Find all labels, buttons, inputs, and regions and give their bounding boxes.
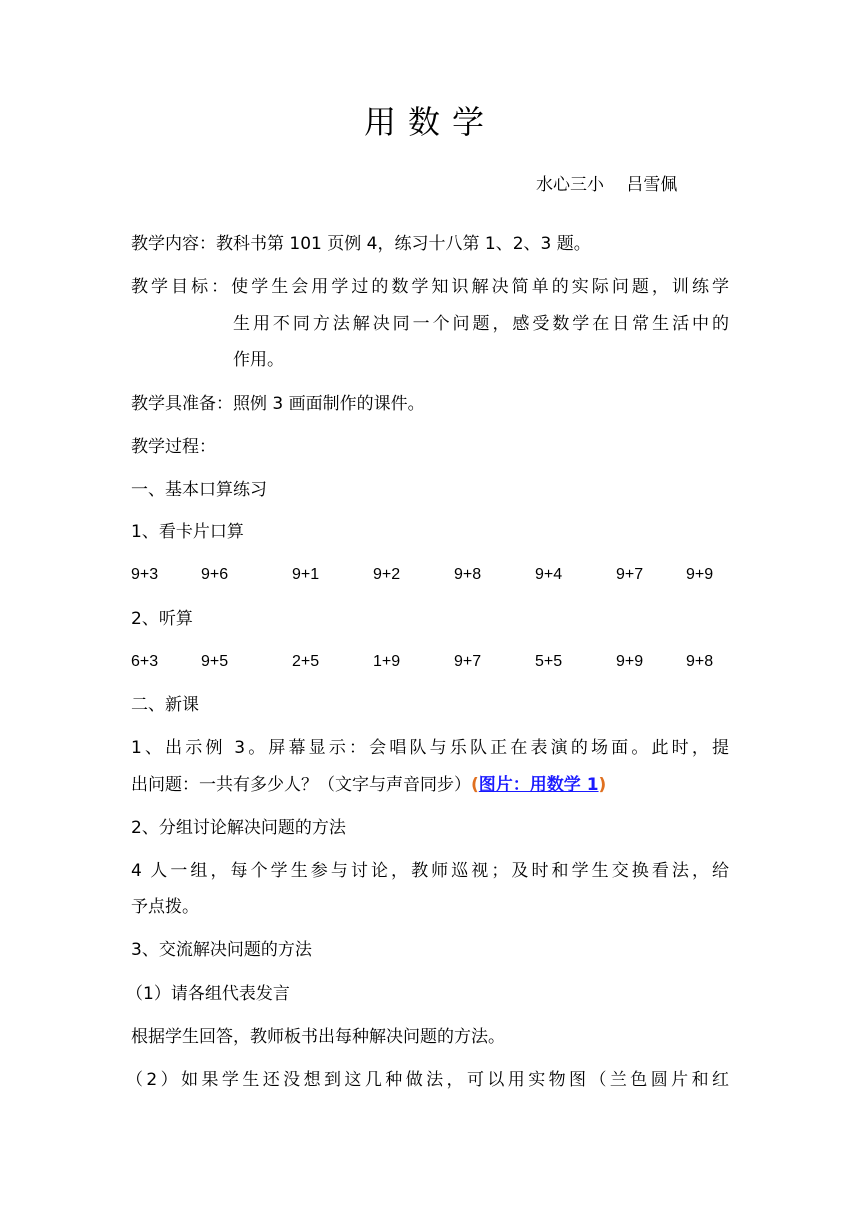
calc-item: 2+5 [292, 653, 320, 670]
author-line: 水心三小 吕雪佩 [536, 175, 678, 195]
tools-line: 教学具准备：照例 3 画面制作的课件。 [131, 394, 425, 414]
new2-line: 2、分组讨论解决问题的方法 [131, 818, 346, 838]
calc-item: 9+9 [686, 566, 714, 583]
new3-line: 3、交流解决问题的方法 [131, 940, 312, 960]
item1-heading: 1、看卡片口算 [131, 522, 244, 542]
calc-row-1 [0, 562, 860, 588]
calc-item: 6+3 [131, 653, 159, 670]
calc-item: 9+3 [131, 566, 159, 583]
calc-item: 9+8 [454, 566, 482, 583]
new1-line-1: 1、出示例 3。屏幕显示：会唱队与乐队正在表演的场面。此时，提 [131, 738, 729, 758]
goal-line-1: 教学目标：使学生会用学过的数学知识解决简单的实际问题，训练学 [131, 277, 729, 297]
calc-item: 9+7 [616, 566, 644, 583]
sub2-line: （2）如果学生还没想到这几种做法，可以用实物图（兰色圆片和红 [126, 1070, 729, 1090]
calc-item: 5+5 [535, 653, 563, 670]
new1-line-2-text: 出问题：一共有多少人？（文字与声音同步） [131, 775, 471, 795]
calc-item: 9+2 [373, 566, 401, 583]
sub1-line: （1）请各组代表发言 [126, 984, 290, 1004]
goal-line-3: 作用。 [233, 350, 284, 370]
calc-item: 9+6 [201, 566, 229, 583]
new1-line-2 [131, 772, 606, 798]
link-close-paren: ) [598, 775, 607, 795]
goal-line-2: 生用不同方法解决同一个问题，感受数学在日常生活中的 [233, 314, 729, 334]
calc-item: 9+5 [201, 653, 229, 670]
calc-item: 9+1 [292, 566, 320, 583]
calc-item: 9+7 [454, 653, 482, 670]
page-title: 用数学 [363, 103, 496, 141]
new2-detail-1: 4 人一组，每个学生参与讨论，教师巡视；及时和学生交换看法，给 [131, 861, 729, 881]
calc-item: 9+8 [686, 653, 714, 670]
section1-heading: 一、基本口算练习 [131, 480, 267, 500]
sub1-detail: 根据学生回答，教师板书出每种解决问题的方法。 [131, 1027, 505, 1047]
calc-item: 9+9 [616, 653, 644, 670]
calc-row-2 [0, 649, 860, 675]
link-open-paren: ( [471, 775, 479, 795]
calc-item: 1+9 [373, 653, 401, 670]
section2-heading: 二、新课 [131, 695, 199, 715]
new2-detail-2: 予点拨。 [131, 897, 199, 917]
image-link[interactable]: 图片：用数学 1 [478, 775, 599, 795]
process-heading: 教学过程： [131, 437, 216, 457]
item2-heading: 2、听算 [131, 609, 193, 629]
calc-item: 9+4 [535, 566, 563, 583]
content-line: 教学内容：教科书第 101 页例 4，练习十八第 1、2、3 题。 [131, 234, 591, 254]
